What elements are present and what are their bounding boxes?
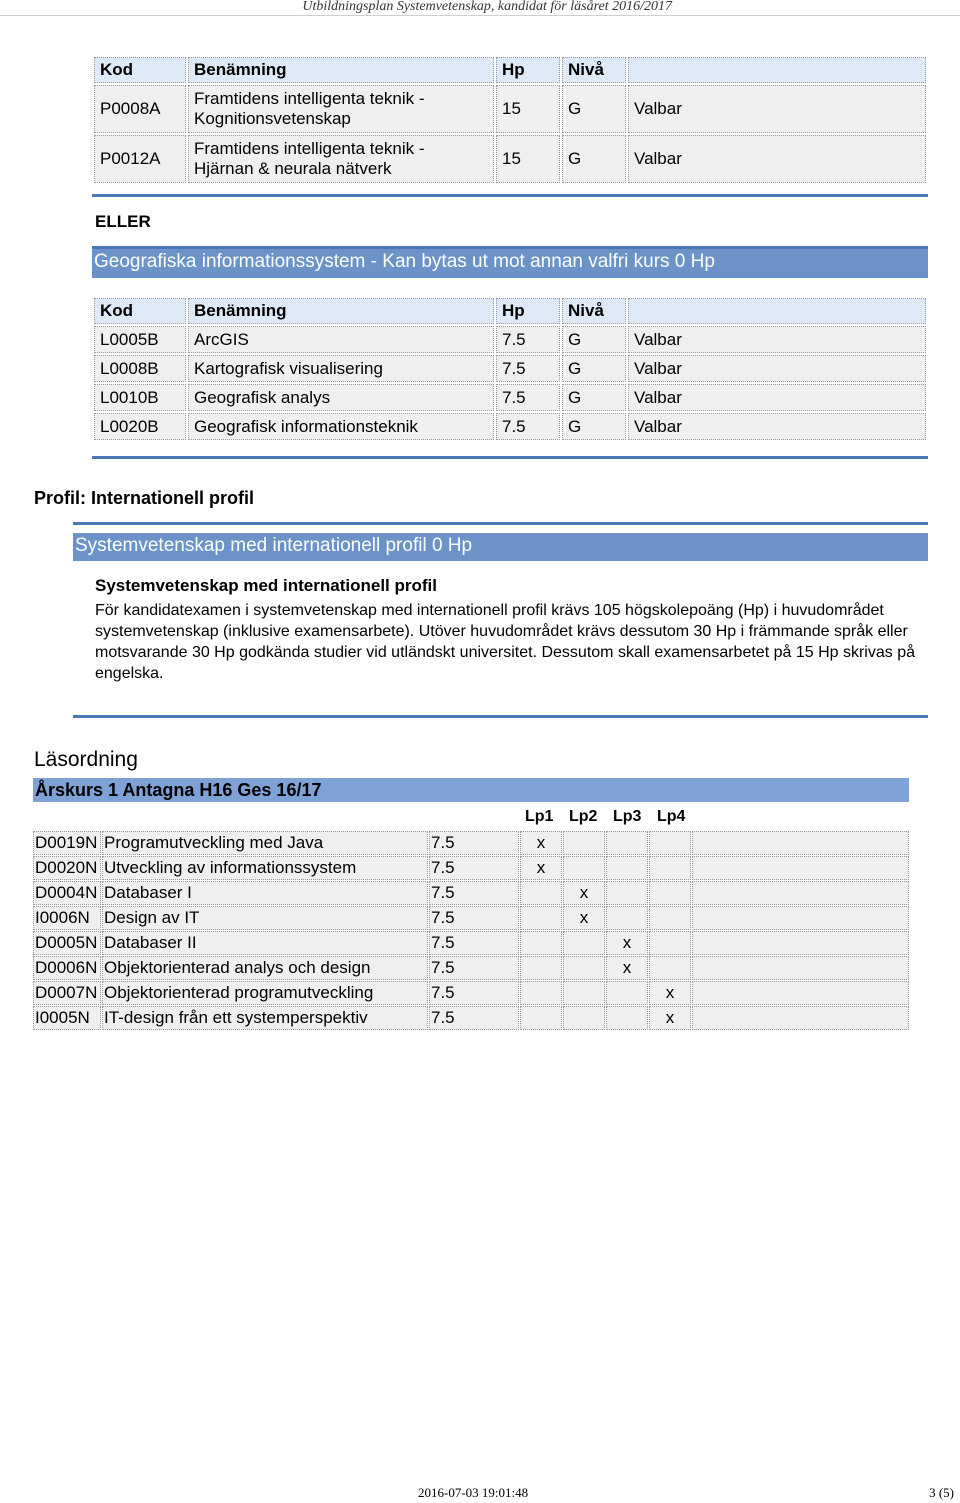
course-code: D0020N (33, 856, 101, 880)
course-code: L0005B (94, 326, 186, 353)
footer-page-number: 3 (5) (929, 1485, 954, 1500)
course-code: I0006N (33, 906, 101, 930)
course-code: D0005N (33, 931, 101, 955)
header-benamning: Benämning (188, 298, 494, 324)
lp1-cell: x (520, 831, 562, 855)
section-divider (73, 522, 928, 525)
table-row (94, 326, 926, 353)
filler-cell (692, 981, 909, 1005)
lp2-cell (563, 1006, 605, 1030)
eller-label: ELLER (95, 212, 151, 231)
lp1-cell (520, 931, 562, 955)
lp2-header: Lp2 (569, 808, 598, 825)
footer-date: 2016-07-03 19:01:48 (418, 1485, 529, 1500)
table-row (94, 413, 926, 440)
course-code: L0010B (94, 384, 186, 411)
table-row (33, 831, 909, 855)
course-hp: 7.5 (429, 906, 519, 930)
course-level: G (562, 85, 626, 133)
course-level: G (562, 135, 626, 183)
profile-description-body: För kandidatexamen i systemvetenskap med internationell profil krävs 105 högskolepoäng (Hp) i huvudområdet systemvetenskap (inklusive examensarbete). Utöver huvudområdet krävs dessutom 30 Hp i främmande språk eller motsvarande 30 Hp godkända studier vid utländskt universitet. Dessutom skall examensarbetet på 15 Hp skrivas på engelska. (95, 602, 915, 682)
course-code: D0006N (33, 956, 101, 980)
filler-cell (692, 931, 909, 955)
lp1-header: Lp1 (525, 808, 554, 825)
section-divider (92, 194, 928, 197)
gis-section-title: Geografiska informationssystem - Kan bytas ut mot annan valfri kurs 0 Hp (92, 246, 928, 278)
course-name: Databaser I (102, 881, 428, 905)
lp2-cell (563, 831, 605, 855)
table-row (94, 85, 926, 133)
course-hp: 7.5 (429, 981, 519, 1005)
profile-title: Profil: Internationell profil (34, 488, 254, 508)
header-kod: Kod (94, 298, 186, 324)
lp4-cell (649, 881, 691, 905)
course-name: Design av IT (102, 906, 428, 930)
header-divider (0, 15, 960, 16)
table-header-row (94, 298, 926, 324)
course-code: D0019N (33, 831, 101, 855)
header-kod: Kod (94, 57, 186, 83)
page-header-title: Utbildningsplan Systemvetenskap, kandidat för läsåret 2016/2017 (302, 0, 672, 14)
year-bar: Årskurs 1 Antagna H16 Ges 16/17 (33, 778, 909, 802)
table-row (33, 856, 909, 880)
lp3-cell (606, 981, 648, 1005)
section-divider (73, 715, 928, 718)
lp1-cell (520, 881, 562, 905)
table-row (94, 384, 926, 411)
course-code: P0012A (94, 135, 186, 183)
course-hp: 15 (496, 85, 560, 133)
header-niva: Nivå (562, 298, 626, 324)
course-name: Utveckling av informationssystem (102, 856, 428, 880)
lp3-cell: x (606, 931, 648, 955)
course-hp: 7.5 (429, 956, 519, 980)
course-name: Geografisk informationsteknik (188, 413, 494, 440)
course-code: P0008A (94, 85, 186, 133)
course-hp: 7.5 (429, 931, 519, 955)
lp1-cell (520, 1006, 562, 1030)
table-row (33, 881, 909, 905)
course-hp: 7.5 (429, 1006, 519, 1030)
lp3-header: Lp3 (613, 808, 642, 825)
lp2-cell: x (563, 906, 605, 930)
header-hp: Hp (496, 298, 560, 324)
header-blank (628, 298, 926, 324)
course-code: I0005N (33, 1006, 101, 1030)
course-table-ai (92, 55, 928, 185)
lp3-cell: x (606, 956, 648, 980)
lp1-cell (520, 956, 562, 980)
course-name: Framtidens intelligenta teknik - Kognitionsvetenskap (188, 85, 494, 133)
lp4-cell: x (649, 981, 691, 1005)
lp2-cell (563, 931, 605, 955)
lp2-cell (563, 981, 605, 1005)
lp4-cell (649, 906, 691, 930)
filler-cell (692, 831, 909, 855)
course-type: Valbar (628, 85, 926, 133)
table-row (33, 956, 909, 980)
profile-section-bar: Systemvetenskap med internationell profil 0 Hp (73, 533, 928, 561)
lp4-cell (649, 831, 691, 855)
filler-cell (692, 956, 909, 980)
table-row (33, 931, 909, 955)
course-type: Valbar (628, 135, 926, 183)
lp1-cell (520, 906, 562, 930)
reading-order-table (32, 830, 910, 1031)
course-hp: 7.5 (496, 384, 560, 411)
course-type: Valbar (628, 384, 926, 411)
course-hp: 7.5 (429, 856, 519, 880)
course-name: Kartografisk visualisering (188, 355, 494, 382)
course-name: Databaser II (102, 931, 428, 955)
course-table-gis (92, 296, 928, 442)
filler-cell (692, 1006, 909, 1030)
profile-description-title: Systemvetenskap med internationell profil (95, 576, 437, 595)
table-row (94, 135, 926, 183)
table-row (33, 1006, 909, 1030)
course-level: G (562, 413, 626, 440)
lp4-header: Lp4 (657, 808, 686, 825)
course-hp: 15 (496, 135, 560, 183)
lp3-cell (606, 831, 648, 855)
lp1-cell: x (520, 856, 562, 880)
course-name: Framtidens intelligenta teknik - Hjärnan & neurala nätverk (188, 135, 494, 183)
course-hp: 7.5 (496, 413, 560, 440)
course-level: G (562, 384, 626, 411)
lp2-cell (563, 956, 605, 980)
course-type: Valbar (628, 413, 926, 440)
lp3-cell (606, 1006, 648, 1030)
course-code: D0004N (33, 881, 101, 905)
course-level: G (562, 355, 626, 382)
course-code: D0007N (33, 981, 101, 1005)
lp2-cell: x (563, 881, 605, 905)
lp3-cell (606, 881, 648, 905)
lp1-cell (520, 981, 562, 1005)
course-hp: 7.5 (429, 831, 519, 855)
course-name: Programutveckling med Java (102, 831, 428, 855)
filler-cell (692, 906, 909, 930)
course-name: IT-design från ett systemperspektiv (102, 1006, 428, 1030)
course-code: L0008B (94, 355, 186, 382)
lp4-cell (649, 956, 691, 980)
table-header-row (94, 57, 926, 83)
lp4-cell (649, 931, 691, 955)
section-divider (92, 456, 928, 459)
header-hp: Hp (496, 57, 560, 83)
reading-order-title: Läsordning (34, 748, 138, 771)
course-hp: 7.5 (429, 881, 519, 905)
lp3-cell (606, 906, 648, 930)
table-row (33, 906, 909, 930)
course-name: Geografisk analys (188, 384, 494, 411)
course-name: Objektorienterad programutveckling (102, 981, 428, 1005)
filler-cell (692, 856, 909, 880)
header-benamning: Benämning (188, 57, 494, 83)
lp2-cell (563, 856, 605, 880)
course-hp: 7.5 (496, 355, 560, 382)
course-type: Valbar (628, 355, 926, 382)
course-code: L0020B (94, 413, 186, 440)
lp4-cell (649, 856, 691, 880)
lp4-cell: x (649, 1006, 691, 1030)
course-level: G (562, 326, 626, 353)
header-niva: Nivå (562, 57, 626, 83)
filler-cell (692, 881, 909, 905)
course-type: Valbar (628, 326, 926, 353)
lp3-cell (606, 856, 648, 880)
table-row (94, 355, 926, 382)
header-blank (628, 57, 926, 83)
course-name: ArcGIS (188, 326, 494, 353)
table-row (33, 981, 909, 1005)
course-name: Objektorienterad analys och design (102, 956, 428, 980)
course-hp: 7.5 (496, 326, 560, 353)
